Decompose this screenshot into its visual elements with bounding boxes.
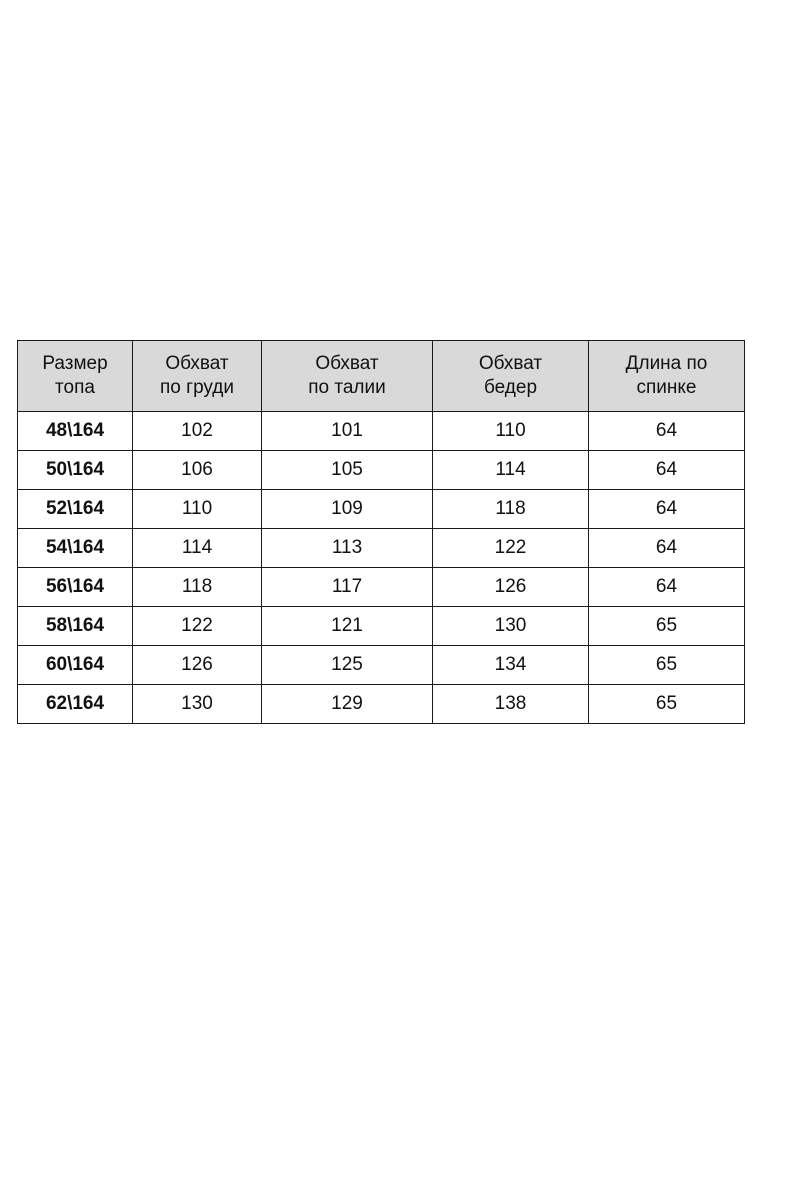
waist-cell: 121 (262, 607, 433, 646)
size-cell: 56\164 (18, 568, 133, 607)
header-size-line1: Размер (42, 353, 108, 375)
back-length-cell: 65 (589, 646, 745, 685)
back-length-cell: 64 (589, 490, 745, 529)
size-cell: 60\164 (18, 646, 133, 685)
header-row (18, 341, 745, 412)
table-body (18, 412, 745, 724)
back-length-cell: 65 (589, 685, 745, 724)
hips-cell: 114 (433, 451, 589, 490)
waist-cell: 109 (262, 490, 433, 529)
back-length-cell: 64 (589, 529, 745, 568)
table-row (18, 451, 745, 490)
chest-cell: 122 (133, 607, 262, 646)
table-row (18, 568, 745, 607)
size-cell: 52\164 (18, 490, 133, 529)
header-chest-line1: Обхват (165, 353, 229, 375)
header-waist-line2: по талии (308, 377, 386, 398)
chest-cell: 130 (133, 685, 262, 724)
hips-cell: 110 (433, 412, 589, 451)
header-back-length-line1: Длина по (625, 353, 708, 375)
size-cell: 58\164 (18, 607, 133, 646)
header-back-length-line2: спинке (636, 377, 697, 398)
size-chart-table (17, 340, 745, 724)
hips-cell: 130 (433, 607, 589, 646)
header-chest-line2: по груди (160, 377, 234, 398)
table-row (18, 529, 745, 568)
header-hips (433, 341, 589, 412)
waist-cell: 105 (262, 451, 433, 490)
waist-cell: 125 (262, 646, 433, 685)
chest-cell: 110 (133, 490, 262, 529)
chest-cell: 102 (133, 412, 262, 451)
hips-cell: 126 (433, 568, 589, 607)
header-chest (133, 341, 262, 412)
back-length-cell: 64 (589, 568, 745, 607)
chest-cell: 114 (133, 529, 262, 568)
table-row (18, 490, 745, 529)
waist-cell: 113 (262, 529, 433, 568)
header-back-length (589, 341, 745, 412)
hips-cell: 134 (433, 646, 589, 685)
hips-cell: 138 (433, 685, 589, 724)
size-cell: 50\164 (18, 451, 133, 490)
header-waist-line1: Обхват (315, 353, 379, 375)
chest-cell: 126 (133, 646, 262, 685)
table-row (18, 607, 745, 646)
header-size-line2: топа (55, 377, 95, 398)
header-hips-line2: бедер (483, 377, 538, 398)
back-length-cell: 64 (589, 451, 745, 490)
hips-cell: 118 (433, 490, 589, 529)
header-waist (262, 341, 433, 412)
hips-cell: 122 (433, 529, 589, 568)
table-row (18, 412, 745, 451)
waist-cell: 129 (262, 685, 433, 724)
waist-cell: 101 (262, 412, 433, 451)
chest-cell: 106 (133, 451, 262, 490)
chest-cell: 118 (133, 568, 262, 607)
table-row (18, 646, 745, 685)
back-length-cell: 64 (589, 412, 745, 451)
size-cell: 62\164 (18, 685, 133, 724)
header-size (18, 341, 133, 412)
size-cell: 54\164 (18, 529, 133, 568)
header-hips-line1: Обхват (478, 353, 543, 375)
waist-cell: 117 (262, 568, 433, 607)
size-cell: 48\164 (18, 412, 133, 451)
table-row (18, 685, 745, 724)
back-length-cell: 65 (589, 607, 745, 646)
table-header (18, 341, 745, 412)
